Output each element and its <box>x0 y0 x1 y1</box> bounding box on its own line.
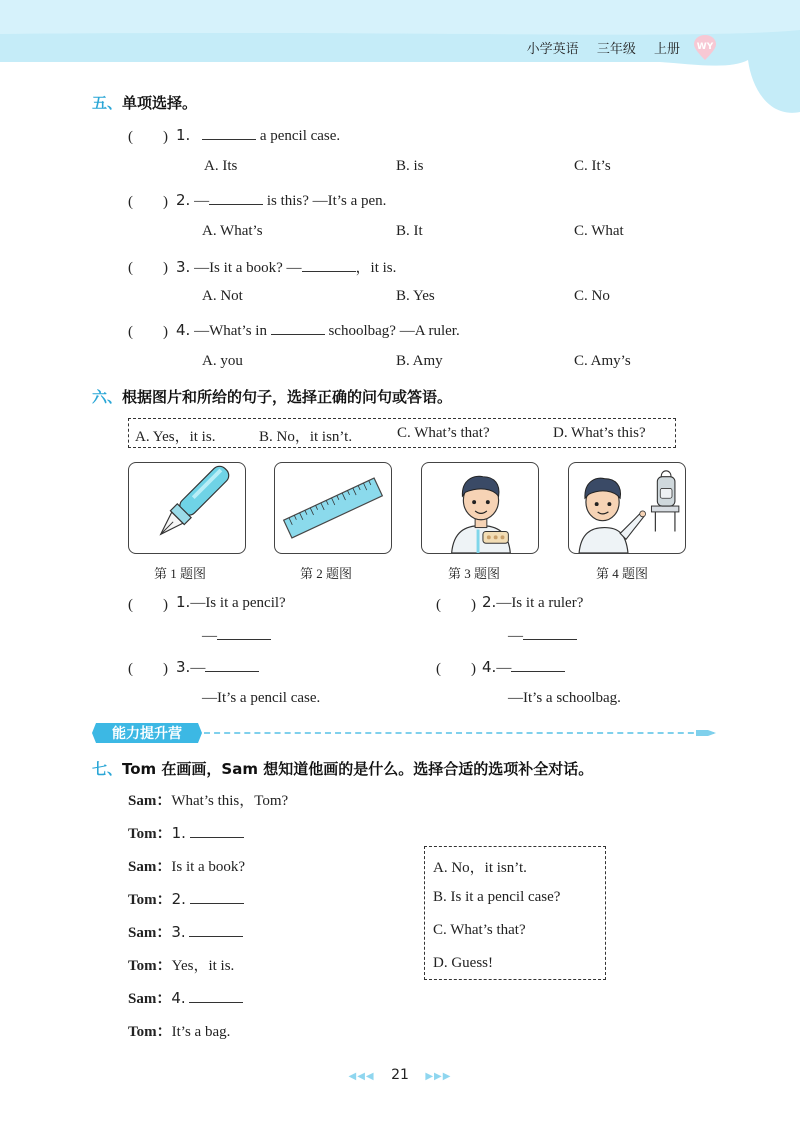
dialog-line-2 <box>128 822 244 843</box>
q6-4-number: 4. <box>482 658 497 676</box>
section6-number: 六、 <box>92 388 123 406</box>
picture-4-boy-pointing-schoolbag <box>568 462 686 554</box>
q6-2-answer-line <box>508 625 577 645</box>
q5-1-paren[interactable]: ( ) <box>128 129 168 145</box>
q5-3-text: ，it is. <box>355 260 397 276</box>
picture-4-caption: 第 4 题图 <box>596 566 649 581</box>
q6-2-number: 2. <box>482 593 497 611</box>
q5-4-number: 4. <box>176 321 191 339</box>
section7-options-box <box>424 846 606 980</box>
dialog-blank-4[interactable] <box>189 988 243 1003</box>
q6-1-line1: —Is it a pencil? <box>190 595 286 611</box>
q6-1-stem <box>176 593 286 612</box>
dialog-colon: ： <box>156 1024 172 1040</box>
q5-1-stem <box>176 125 340 145</box>
ability-banner-label: 能力提升营 <box>112 726 182 742</box>
section5-number: 五、 <box>92 94 123 112</box>
section7-title: Tom 在画画，Sam 想知道他画的是什么。选择合适的选项补全对话。 <box>122 760 594 778</box>
q6-4-line2: —It’s a schoolbag. <box>508 690 621 706</box>
dialog-text: It’s a bag. <box>171 1024 231 1040</box>
section7-option-d: D. Guess! <box>433 955 493 971</box>
section6-option-a: A. Yes，it is. <box>135 429 216 445</box>
dialog-colon: ： <box>156 958 172 974</box>
q5-3-blank[interactable] <box>302 257 356 272</box>
dialog-speaker: Sam <box>128 925 157 941</box>
dialog-text: Yes，it is. <box>171 958 235 974</box>
dialog-blank-1[interactable] <box>190 823 244 838</box>
footer-right-arrows-icon: ▶▶▶ <box>425 1071 452 1082</box>
q5-2-option-b: B. It <box>396 223 423 239</box>
dialog-speaker: Tom <box>128 958 157 974</box>
q6-2-line2: — <box>508 628 523 644</box>
section5-title: 单项选择。 <box>122 94 198 112</box>
picture-1-pen <box>128 462 246 554</box>
section7-heading <box>92 758 593 779</box>
q6-4-paren[interactable]: ( ) <box>436 661 476 677</box>
dialog-colon: ： <box>156 826 172 842</box>
q5-2-option-a: A. What’s <box>202 223 263 239</box>
ruler-icon <box>275 463 391 553</box>
section7-number: 七、 <box>92 760 123 778</box>
dialog-text: 2. <box>171 890 186 908</box>
wy-badge-icon <box>692 35 718 61</box>
q6-4-line1: — <box>496 660 512 676</box>
dialog-colon: ： <box>156 793 172 809</box>
section7-option-b: B. Is it a pencil case? <box>433 889 561 905</box>
pen-icon <box>129 463 245 553</box>
dialog-line-1 <box>128 789 288 810</box>
header-grade: 三年级 <box>596 42 636 57</box>
dialog-speaker: Sam <box>128 793 157 809</box>
ability-banner <box>92 723 202 743</box>
q6-4-stem <box>482 657 565 677</box>
dialog-speaker: Tom <box>128 892 157 908</box>
q5-2-text: is this? —It’s a pen. <box>263 193 387 209</box>
q5-4-text: schoolbag? —A ruler. <box>324 323 460 339</box>
dialog-line-6 <box>128 954 234 975</box>
header-subject: 小学英语 <box>526 42 579 57</box>
q5-4-option-b: B. Amy <box>396 353 443 369</box>
q6-3-line1: — <box>190 660 206 676</box>
header-info <box>513 38 680 57</box>
section6-option-d: D. What’s this? <box>553 425 646 441</box>
q6-1-line2: — <box>202 628 217 644</box>
dialog-colon: ： <box>156 892 172 908</box>
dialog-text: 1. <box>171 824 186 842</box>
q5-4-option-c: C. Amy’s <box>574 353 631 369</box>
section6-option-c: C. What’s that? <box>397 425 490 441</box>
q5-1-blank[interactable] <box>202 125 256 140</box>
dialog-line-5 <box>128 921 243 942</box>
dialog-line-4 <box>128 888 244 909</box>
dialog-line-3 <box>128 855 245 876</box>
section6-heading <box>92 386 452 407</box>
boy-pointing-icon <box>569 463 685 553</box>
q6-1-number: 1. <box>176 593 191 611</box>
q6-1-answer-line <box>202 625 271 645</box>
section5-heading <box>92 92 197 113</box>
q6-3-line2: —It’s a pencil case. <box>202 690 321 706</box>
q6-4-blank[interactable] <box>511 657 565 672</box>
dialog-speaker: Sam <box>128 991 157 1007</box>
page-number: 21 <box>391 1067 409 1083</box>
ability-divider <box>204 732 714 734</box>
q5-1-option-b: B. is <box>396 158 424 174</box>
dialog-speaker: Sam <box>128 859 157 875</box>
q5-2-blank[interactable] <box>209 190 263 205</box>
q5-1-option-a: A. Its <box>204 158 238 174</box>
picture-3-boy-holding-object <box>421 462 539 554</box>
dialog-text: 3. <box>171 923 186 941</box>
dialog-text: 4. <box>171 989 186 1007</box>
q5-3-number: 3. <box>176 258 191 276</box>
q5-3-stem <box>176 256 396 277</box>
dialog-speaker: Tom <box>128 826 157 842</box>
picture-2-caption: 第 2 题图 <box>300 566 353 581</box>
q6-2-line1: —Is it a ruler? <box>496 595 584 611</box>
q5-2-option-c: C. What <box>574 223 624 239</box>
q5-3-option-c: C. No <box>574 288 610 304</box>
dialog-text: What’s this，Tom? <box>171 793 289 809</box>
q5-3-option-a: A. Not <box>202 288 243 304</box>
section6-option-b: B. No，it isn’t. <box>259 429 353 445</box>
dialog-speaker: Tom <box>128 1024 157 1040</box>
q6-2-paren[interactable]: ( ) <box>436 597 476 613</box>
dialog-colon: ： <box>156 859 172 875</box>
section6-title: 根据图片和所给的句子，选择正确的问句或答语。 <box>122 388 453 406</box>
q6-2-stem <box>482 593 583 612</box>
wy-badge-text: WY <box>696 42 714 52</box>
q5-4-prefix: —What’s in <box>194 323 271 339</box>
dialog-colon: ： <box>156 925 172 941</box>
pencil-tip-icon <box>696 727 716 739</box>
header-volume: 上册 <box>653 42 680 57</box>
q5-4-paren[interactable]: ( ) <box>128 324 168 340</box>
q5-4-stem <box>176 320 460 340</box>
q5-1-option-c: C. It’s <box>574 158 611 174</box>
q6-3-number: 3. <box>176 658 191 676</box>
picture-3-caption: 第 3 题图 <box>448 566 501 581</box>
section7-option-a: A. No，it isn’t. <box>433 860 527 876</box>
footer-left-arrows-icon: ◀◀◀ <box>348 1071 375 1082</box>
q5-2-number: 2. <box>176 191 191 209</box>
q5-4-option-a: A. you <box>202 353 243 369</box>
q6-3-blank[interactable] <box>205 657 259 672</box>
q6-1-paren[interactable]: ( ) <box>128 597 168 613</box>
dialog-line-8 <box>128 1020 230 1041</box>
q5-3-option-b: B. Yes <box>396 288 435 304</box>
section7-option-c: C. What’s that? <box>433 922 526 938</box>
picture-1-caption: 第 1 题图 <box>154 566 207 581</box>
q5-2-prefix: — <box>194 193 210 209</box>
q5-1-number: 1. <box>176 126 191 144</box>
dialog-line-7 <box>128 987 243 1008</box>
q6-1-blank[interactable] <box>217 625 271 640</box>
q5-3-paren[interactable]: ( ) <box>128 260 168 276</box>
q5-4-blank[interactable] <box>271 320 325 335</box>
q5-1-text: a pencil case. <box>256 128 341 144</box>
page-footer <box>0 1067 800 1083</box>
q6-3-paren[interactable]: ( ) <box>128 661 168 677</box>
q5-2-paren[interactable]: ( ) <box>128 194 168 210</box>
dialog-blank-3[interactable] <box>189 922 243 937</box>
q6-3-stem <box>176 657 259 677</box>
q5-2-stem <box>176 190 386 210</box>
dialog-text: Is it a book? <box>171 859 246 875</box>
q5-3-prefix: —Is it a book? — <box>194 260 302 276</box>
section6-options-box <box>128 418 676 448</box>
q6-2-blank[interactable] <box>523 625 577 640</box>
boy-icon <box>422 463 538 553</box>
dialog-blank-2[interactable] <box>190 889 244 904</box>
picture-2-ruler <box>274 462 392 554</box>
dialog-colon: ： <box>156 991 172 1007</box>
